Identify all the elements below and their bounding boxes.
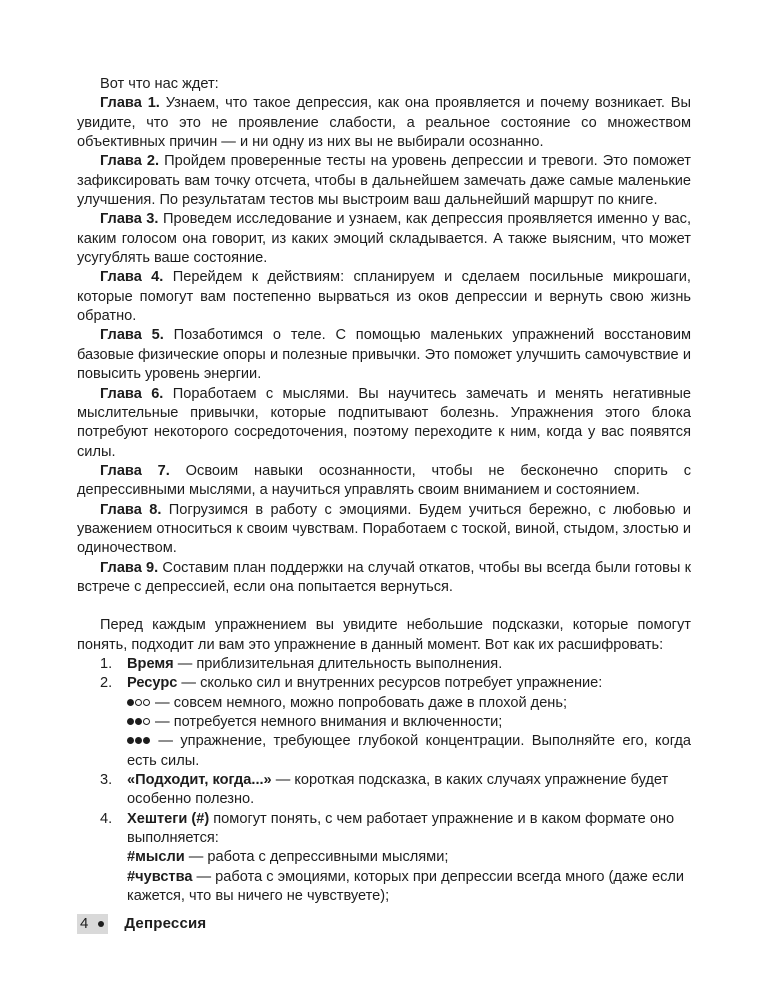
chapter-text: Узнаем, что такое депрессия, как она проявляется и почему возникает. Вы увидите, что это не проявление слабости, а реальное состояние со множеством объективных причин — и ни одну из них вы не выбирали осознанно. — [77, 95, 691, 151]
chapter-label: Глава 9. — [100, 559, 159, 576]
chapter-label: Глава 8. — [100, 501, 162, 518]
hint-item-hashtags — [77, 810, 691, 907]
chapter-text: Пройдем проверенные тесты на уровень депрессии и тревоги. Это поможет зафиксировать вам точку отсчета, чтобы в дальнейшем замечать даже самые маленькие улучшения. По результатам тестов мы выстроим ваш дальнейший маршрут по книге. — [77, 153, 691, 209]
chapter-item — [77, 501, 691, 559]
hashtag-entry — [127, 868, 691, 907]
chapter-label: Глава 1. — [100, 95, 160, 112]
chapter-label: Глава 7. — [100, 462, 170, 479]
resource-levels — [127, 694, 691, 771]
list-number: 1. — [100, 655, 113, 672]
chapter-label: Глава 2. — [100, 153, 160, 170]
resource-dots-icon — [127, 733, 151, 749]
page-number: 4 — [80, 915, 89, 933]
hashtag-entry — [127, 848, 691, 867]
page-footer — [77, 913, 206, 935]
chapter-item — [77, 326, 691, 384]
hint-term: Хештеги (#) — [127, 810, 210, 827]
list-number: 2. — [100, 675, 113, 692]
hashtag-label: #мысли — [127, 849, 185, 866]
list-number: 3. — [100, 772, 113, 789]
hint-desc: помогут понять, с чем работает упражнение и в каком формате оно выполняется: — [127, 810, 675, 847]
running-title: Депрессия — [124, 915, 207, 933]
chapter-item — [77, 559, 691, 598]
hashtag-label: #чувства — [127, 868, 193, 885]
chapter-label: Глава 6. — [100, 385, 164, 402]
chapter-item — [77, 385, 691, 462]
chapter-item — [77, 268, 691, 326]
chapter-item — [77, 152, 691, 210]
bullet-icon — [98, 921, 104, 927]
resource-level-low — [127, 694, 691, 713]
chapter-label: Глава 5. — [100, 327, 164, 344]
resource-dots-icon — [127, 695, 151, 711]
resource-level-text: — потребуется немного внимания и включенности; — [151, 714, 503, 730]
resource-dots-icon — [127, 714, 151, 730]
intro-line: Вот что нас ждет: — [100, 76, 219, 92]
chapter-item — [77, 210, 691, 268]
hint-desc: — сколько сил и внутренних ресурсов потребует упражнение: — [177, 675, 603, 692]
chapter-label: Глава 4. — [100, 269, 164, 286]
resource-level-high — [127, 732, 691, 771]
chapter-item — [77, 462, 691, 501]
chapter-text: Позаботимся о теле. С помощью маленьких упражнений восстановим базовые физические опоры и полезные привычки. Это поможет улучшить самочувствие и повысить уровень энергии. — [77, 327, 691, 383]
hint-item-resource — [77, 674, 691, 771]
page-number-box — [77, 914, 108, 934]
hashtag-desc: — работа с депрессивными мыслями; — [184, 849, 449, 866]
chapter-item — [77, 94, 691, 152]
chapter-text: Проведем исследование и узнаем, как депрессия проявляется именно у вас, каким голосом она говорит, из каких эмоций складывается. А также выясним, что может усугублять ваше состояние. — [77, 211, 691, 267]
page-body — [77, 75, 691, 906]
hints-list — [77, 655, 691, 906]
hints-intro: Перед каждым упражнением вы увидите небольшие подсказки, которые помогут понять, подходит ли вам это упражнение в данный момент. Вот как их расшифровать: — [77, 617, 691, 653]
chapter-text: Погрузимся в работу с эмоциями. Будем учиться бережно, с любовью и уважением относиться к своим чувствам. Поработаем с тоской, виной, стыдом, злостью и одиночеством. — [77, 501, 691, 557]
list-number: 4. — [100, 810, 113, 827]
chapter-text: Перейдем к действиям: спланируем и сделаем посильные микрошаги, которые помогут вам постепенно вырваться из оков депрессии и вернуть свою жизнь обратно. — [77, 269, 691, 325]
chapter-text: Составим план поддержки на случай откатов, чтобы вы всегда были готовы к встрече с депрессией, если она попытается вернуться. — [77, 559, 691, 595]
resource-level-text: — упражнение, требующее глубокой концентрации. Выполняйте его, когда есть силы. — [127, 733, 691, 769]
resource-level-text: — совсем немного, можно попробовать даже в плохой день; — [151, 694, 568, 711]
chapter-list — [77, 94, 691, 597]
chapter-text: Поработаем с мыслями. Вы научитесь замечать и менять негативные мыслительные привычки, которые подпитывают болезнь. Упражнения этого блока потребуют некоторого сосредоточения, поэтому переходите к ним, когда у вас появятся силы. — [77, 385, 691, 460]
hint-term: Ресурс — [127, 675, 178, 692]
hint-desc: — короткая подсказка, в каких случаях упражнение будет особенно полезно. — [127, 772, 669, 808]
hint-item-fits-when — [77, 771, 691, 810]
hint-item-time — [77, 655, 691, 674]
spacer — [77, 597, 691, 616]
hint-term: «Подходит, когда...» — [127, 772, 272, 789]
resource-level-medium — [127, 713, 691, 732]
chapter-label: Глава 3. — [100, 211, 159, 228]
hint-desc: — приблизительная длительность выполнения. — [173, 655, 503, 672]
chapter-text: Освоим навыки осознанности, чтобы не бесконечно спорить с депрессивными мыслями, а научиться управлять своим вниманием и состоянием. — [77, 462, 691, 499]
hint-term: Время — [127, 655, 174, 672]
hashtag-desc: — работа с эмоциями, которых при депрессии всегда много (даже если кажется, что вы ничего не чувствуете); — [127, 868, 685, 905]
